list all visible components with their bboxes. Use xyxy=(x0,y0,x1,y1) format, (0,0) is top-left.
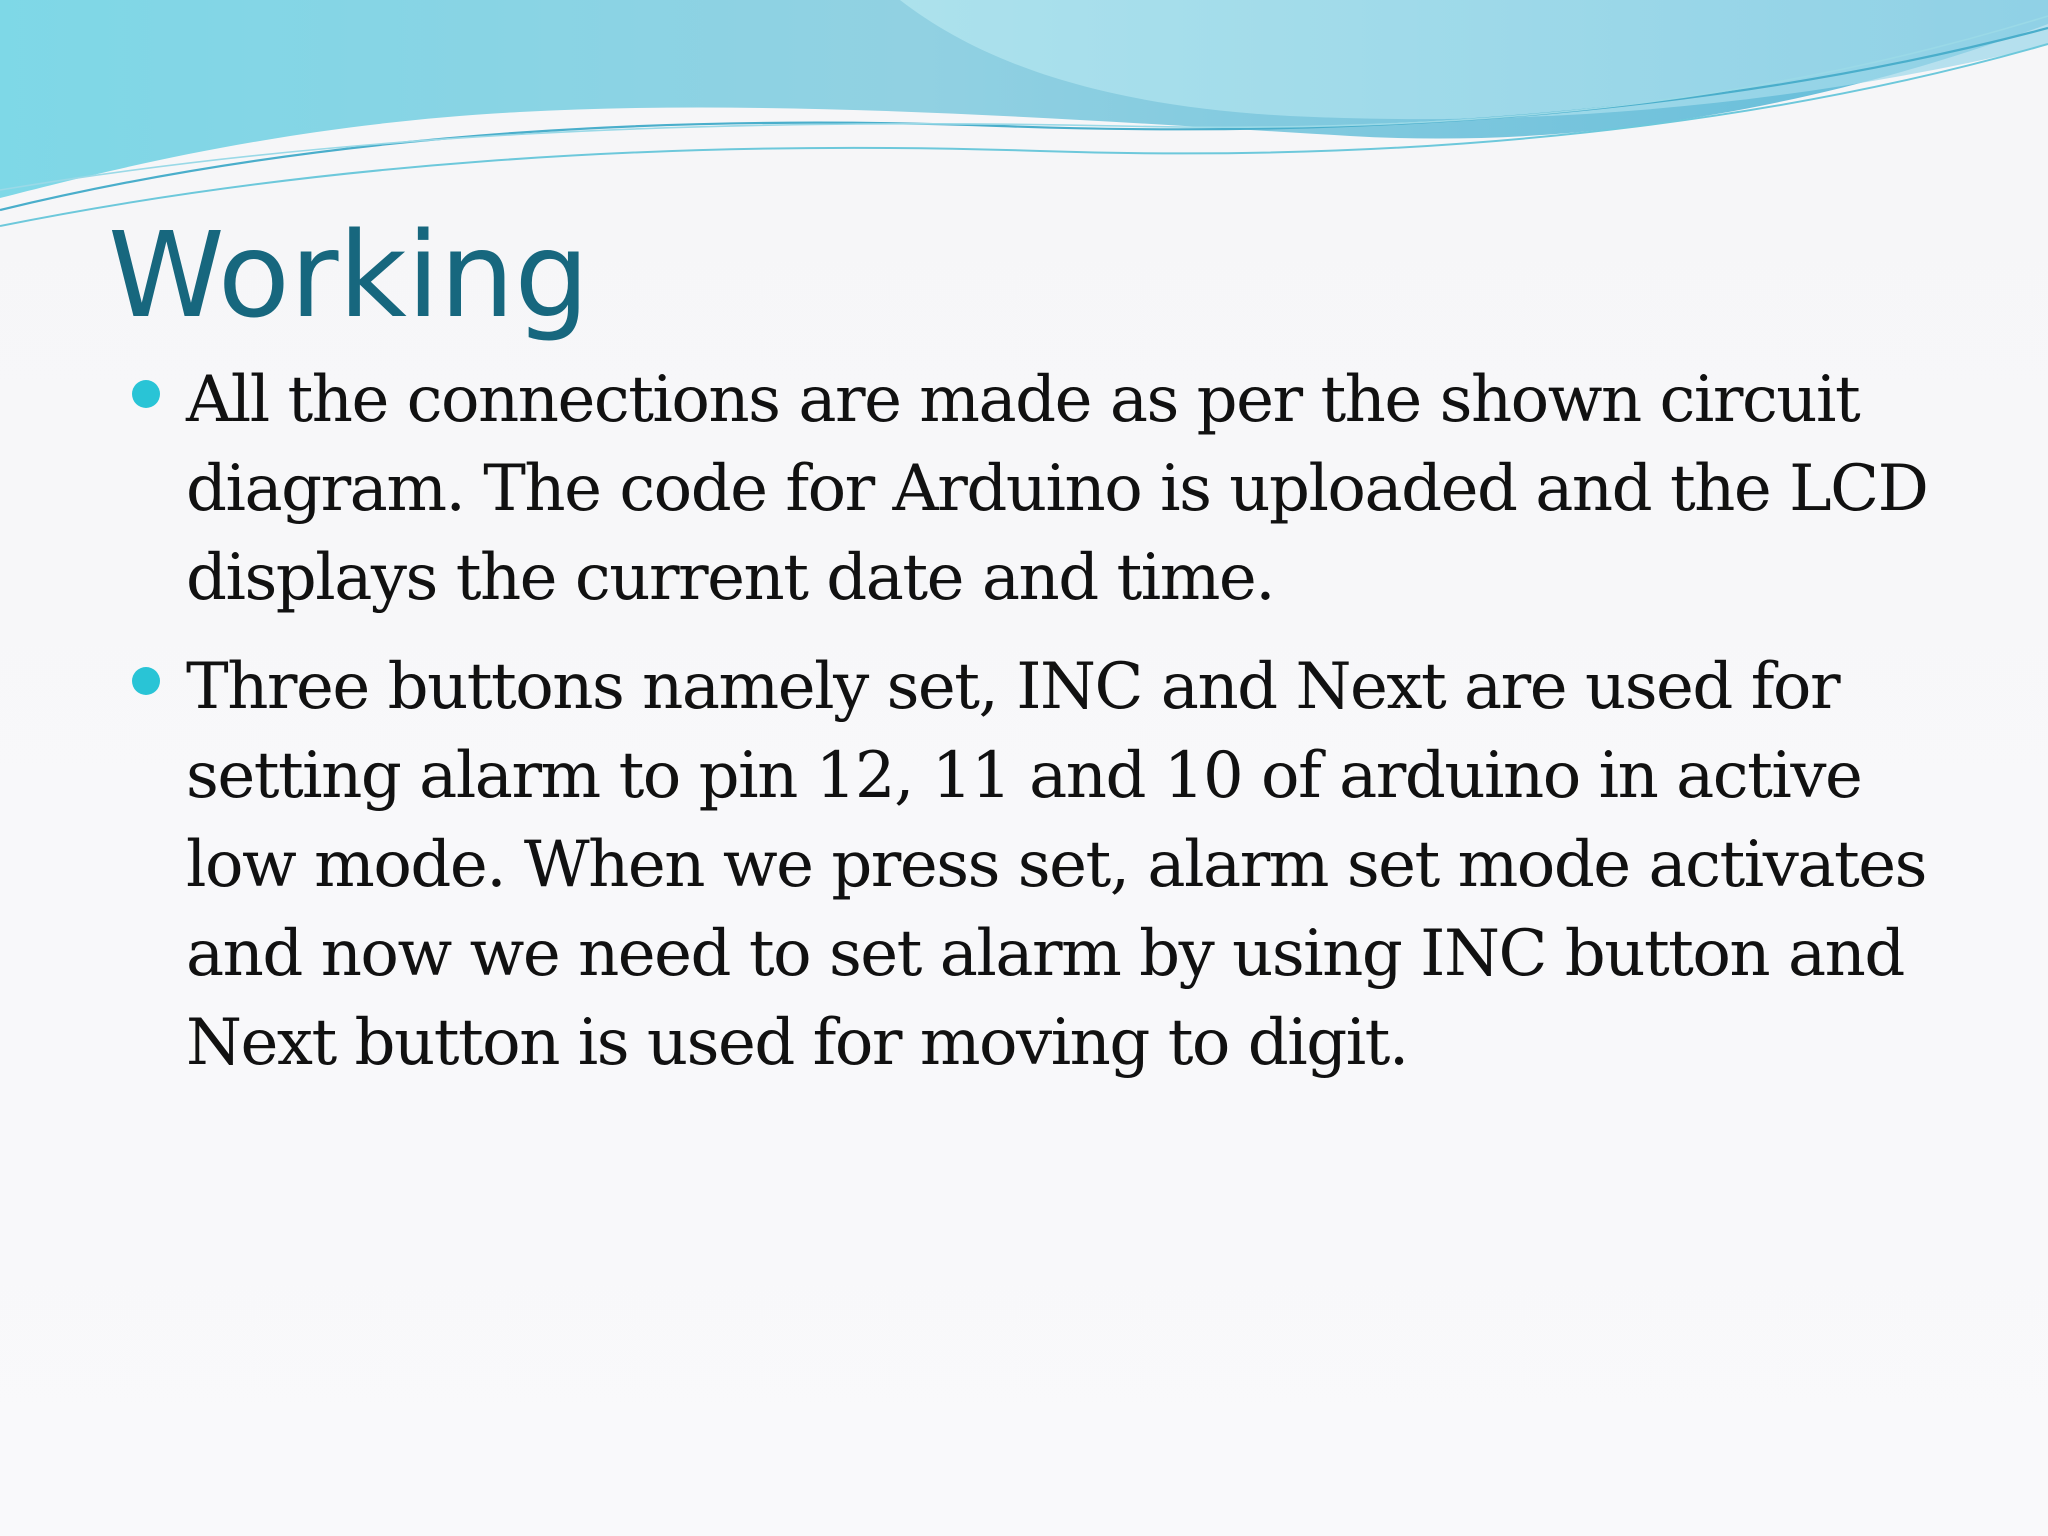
bullet-text: Three buttons namely set, INC and Next are used for setting alarm to pin 12, 11 and 10 of arduino in active low mode. When we press set, alarm set mode activates and now we need to set alarm by using INC button and Next button is used for moving to digit. xyxy=(186,650,1926,1080)
slide-title: Working xyxy=(108,206,590,344)
bullet-text: All the connections are made as per the shown circuit diagram. The code for Arduino is uploaded and the LCD displays the current date and time. xyxy=(186,363,1928,615)
bullet-item xyxy=(132,356,1932,623)
bullet-dot-icon xyxy=(132,380,160,408)
bullet-dot-icon xyxy=(132,667,160,695)
bullet-item xyxy=(132,643,1932,1088)
decorative-wave-header xyxy=(0,0,2048,240)
bullet-list xyxy=(132,356,1932,1108)
